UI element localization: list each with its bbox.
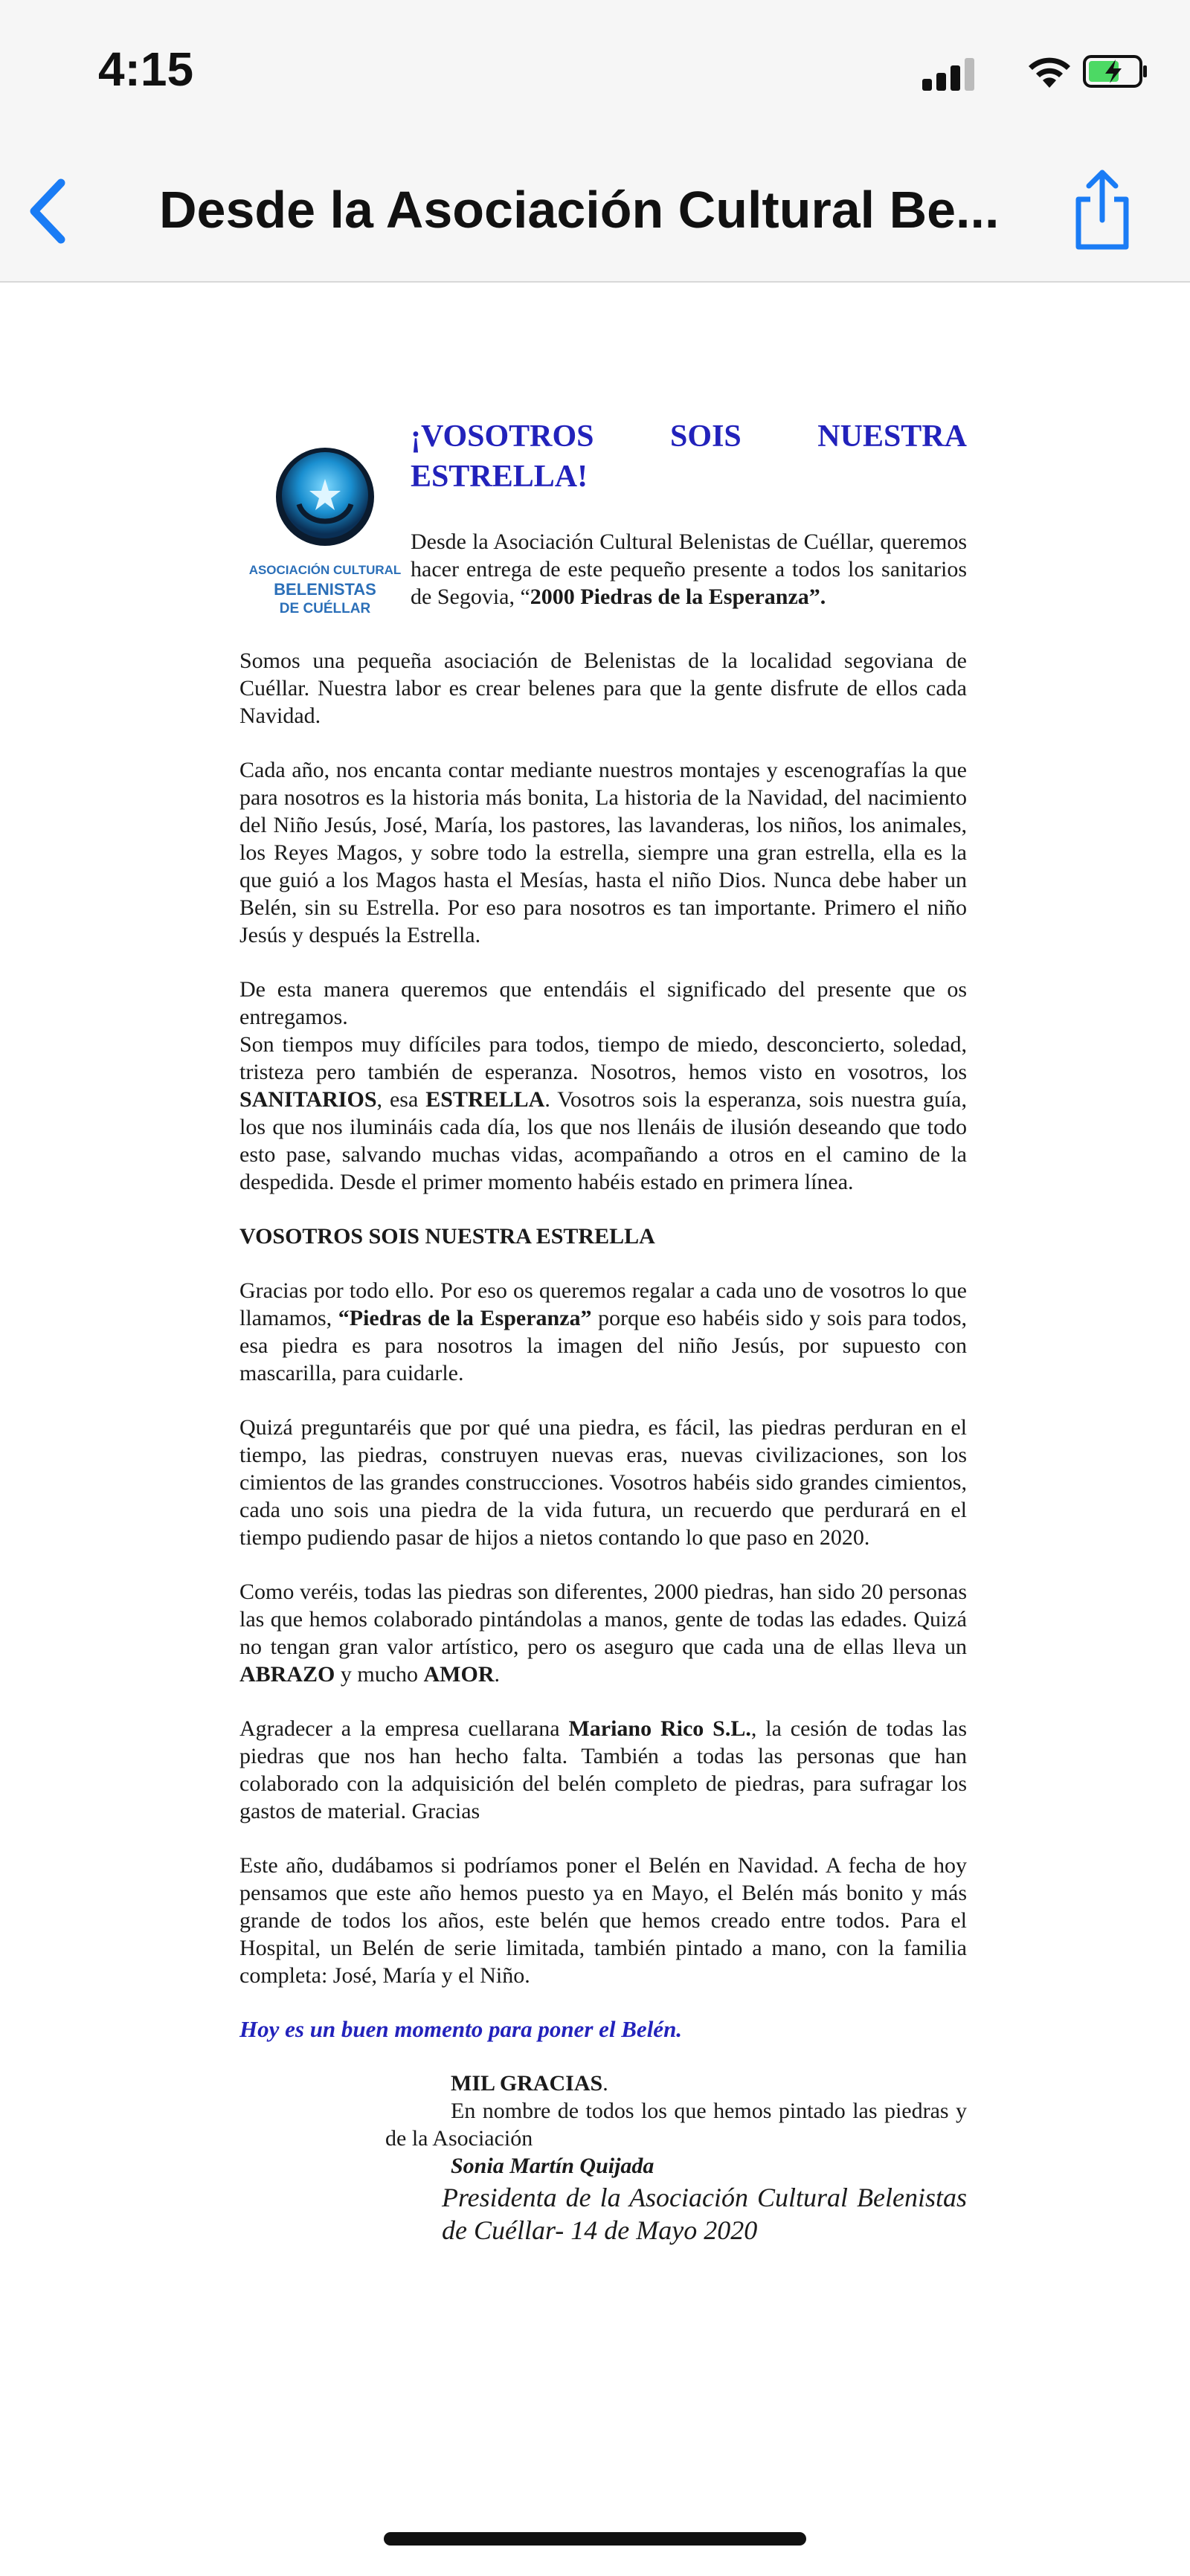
p8-text-a: Como veréis, todas las piedras son diferentes, 2000 piedras, han sido 20 personas las que hemos colaborado pintándolas a manos, gente de todas las edades. Quizá no tengan gran valor artístico, pero os aseguro que cada una de ellas lleva un [239, 1580, 967, 1659]
battery-charging-icon [1083, 55, 1148, 88]
paragraph-11-highlight: Hoy es un buen momento para poner el Belén. [239, 2016, 683, 2042]
paragraph-1: Somos una pequeña asociación de Belenistas de la localidad segoviana de Cuéllar. Nuestra labor es crear belenes para que la gente disfrute de ellos cada Navidad. [239, 648, 967, 728]
logo-line-3: DE CUÉLLAR [279, 601, 371, 616]
intro-bold-title: 2000 Piedras de la Esperanza”. [530, 585, 826, 609]
headline-line-2: ESTRELLA! [411, 460, 588, 494]
paragraph-10: Este año, dudábamos si podríamos poner el Belén en Navidad. A fecha de hoy pensamos que este año hemos puesto ya en Mayo, el Belén más bonito y más grande de todos los años, este belén que hemos creado entre todos. Para el Hospital, un Belén de serie limitada, también pintado a mano, con la familia completa: José, María y el Niño. [239, 1853, 967, 1988]
closing-dot: . [602, 2071, 608, 2096]
closing-thanks-line [385, 2070, 967, 2097]
p8-bold-amor: AMOR [423, 1662, 495, 1687]
share-icon [1065, 167, 1139, 256]
logo-text [239, 561, 411, 619]
association-logo [239, 436, 411, 616]
nav-bar [0, 141, 1190, 283]
wifi-icon [1026, 52, 1072, 91]
p9-bold-company: Mariano Rico S.L. [568, 1716, 751, 1741]
paragraph-4 [239, 1031, 967, 1196]
p4-bold-estrella: ESTRELLA [425, 1087, 545, 1112]
home-indicator [384, 2532, 806, 2546]
intro-section [239, 416, 967, 647]
signature-name: Sonia Martín Quijada [451, 2154, 654, 2178]
closing-thanks: MIL GRACIAS [451, 2071, 603, 2096]
status-bar [0, 0, 1190, 141]
paragraph-7: Quizá preguntaréis que por qué una piedra, es fácil, las piedras perduran en el tiempo, las piedras, construyen nuevas eras, nuevas civilizaciones, son los cimientos de las grandes construcciones. Vosotros habéis sido grandes cimientos, cada uno sois una piedra de la vida futura, un recuerdo que perdurará en el tiempo pudiendo pasar de hijos a nietos contando lo que paso en 2020. [239, 1415, 967, 1550]
document-page [239, 416, 967, 2247]
p8-bold-abrazo: ABRAZO [239, 1662, 335, 1687]
p9-text-a: Agradecer a la empresa cuellarana [239, 1716, 569, 1741]
paragraph-3: De esta manera queremos que entendáis el significado del presente que os entregamos. [239, 977, 967, 1029]
paragraph-2: Cada año, nos encanta contar mediante nuestros montajes y escenografías la que para nosotros es la historia más bonita, La historia de la Navidad, del nacimiento del Niño Jesús, José, María, los pastores, las lavanderas, los niños, los animales, los Reyes Magos, y sobre todo la estrella, siempre una gran estrella, ella es la que guió a los Magos hasta el Mesías, hasta el niño Dios. Nunca debe haber un Belén, sin su Estrella. Por eso para nosotros es tan importante. Primero el niño Jesús y después la Estrella. [239, 758, 967, 947]
p8-text-c: y mucho [335, 1662, 424, 1687]
nav-title: Desde la Asociación Cultural Be... [159, 181, 1000, 239]
p9-text-c: , la cesión de todas las piedras que nos han hecho falta. También a todas las personas que han colaborado con la adquisición del belén completo de piedras, para sufragar los gastos de material. Gracias [239, 1716, 967, 1823]
logo-line-2: BELENISTAS [274, 580, 376, 599]
p6-text-c: porque eso habéis sido y sois para todos, esa piedra es para nosotros la imagen del niño Jesús, por supuesto con mascarilla, para cuidarle. [239, 1306, 967, 1385]
status-time: 4:15 [98, 42, 194, 96]
p4-text-d: . Vosotros sois la esperanza, sois nuestra guía, los que nos ilumináis cada día, los que nos llenáis de ilusión deseando que todo esto pase, salvando muchas vidas, acompañando a otros en el camino de la despedida. Desde el primer momento habéis estado en primera línea. [239, 1087, 967, 1194]
paragraph-9 [239, 1715, 967, 1825]
intro-paragraph [411, 528, 967, 611]
closing-text: En nombre de todos los que hemos pintado las piedras y de la Asociación [385, 2099, 967, 2151]
headline [411, 416, 967, 497]
p4-text-a: Son tiempos muy difíciles para todos, tiempo de miedo, desconcierto, soledad, tristeza pero también de esperanza. Nosotros, hemos visto en vosotros, los [239, 1032, 967, 1084]
p4-text-c: , esa [376, 1087, 426, 1112]
paragraph-5-heading: VOSOTROS SOIS NUESTRA ESTRELLA [239, 1224, 655, 1249]
p6-bold: “Piedras de la Esperanza” [338, 1306, 592, 1330]
p4-bold-sanitarios: SANITARIOS [239, 1087, 377, 1112]
p8-text-d: . [494, 1662, 500, 1687]
chevron-left-icon [22, 174, 74, 248]
p6-text-a: Gracias por todo ello. Por eso os queremos regalar a cada uno de vosotros lo que llamamos, [239, 1278, 967, 1330]
back-button[interactable] [22, 174, 74, 248]
intro-text: Desde la Asociación Cultural Belenistas de Cuéllar, queremos hacer entrega de este pequeño presente a todos los sanitarios de Segovia, “ [411, 529, 967, 609]
signature-role: Presidenta de la Asociación Cultural Belenistas de Cuéllar- 14 de Mayo 2020 [442, 2183, 967, 2245]
status-icons [922, 52, 1145, 97]
paragraph-6 [239, 1277, 967, 1387]
headline-line-1: ¡VOSOTROS SOIS NUESTRA [411, 419, 967, 454]
logo-line-1: ASOCIACIÓN CULTURAL [248, 563, 402, 577]
paragraph-8 [239, 1578, 967, 1688]
share-button[interactable] [1065, 167, 1139, 256]
star-emblem-icon [239, 436, 411, 562]
closing-block [385, 2070, 967, 2247]
